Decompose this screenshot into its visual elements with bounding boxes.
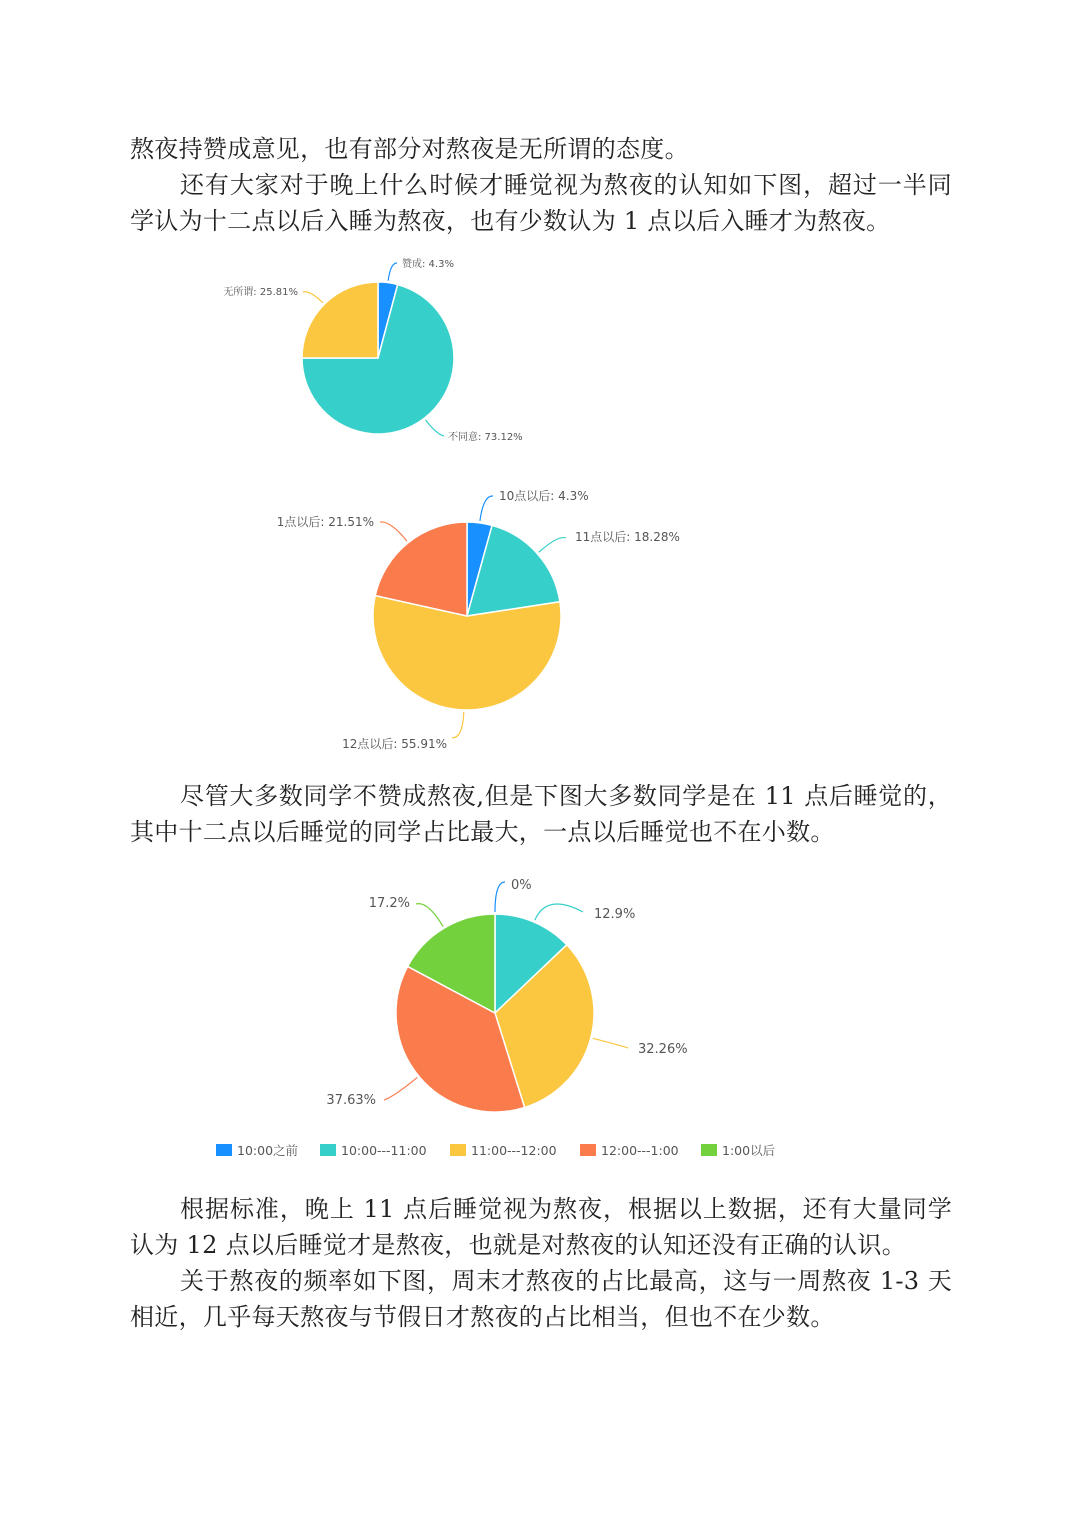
pie-slice xyxy=(302,282,378,358)
leader-line xyxy=(452,712,464,738)
paragraph-1: 熬夜持赞成意见，也有部分对熬夜是无所谓的态度。 xyxy=(130,135,689,163)
leader-line xyxy=(303,292,323,303)
slice-label: 1点以后: 21.51% xyxy=(276,515,374,529)
paragraph-2: 还有大家对于晚上什么时候才睡觉视为熬夜的认知如下图，超过一半同学认为十二点以后入睡为熬夜，也有少数认为 1 点以后入睡才为熬夜。 xyxy=(130,171,952,235)
leader-line xyxy=(593,1038,628,1048)
legend-label: 10:00之前 xyxy=(237,1143,299,1158)
slice-label: 赞成: 4.3% xyxy=(402,259,454,270)
slice-label: 12点以后: 55.91% xyxy=(342,737,447,751)
legend-swatch xyxy=(320,1144,336,1156)
legend-swatch xyxy=(701,1144,717,1156)
leader-line xyxy=(384,1077,417,1100)
slice-label: 32.26% xyxy=(638,1042,688,1057)
paragraph-4: 根据标准，晚上 11 点后睡觉视为熬夜，根据以上数据，还有大量同学认为 12 点以后睡觉才是熬夜，也就是对熬夜的认知还没有正确的认识。 xyxy=(130,1195,952,1259)
leader-line xyxy=(535,904,583,920)
leader-line xyxy=(539,538,566,553)
paragraph-5: 关于熬夜的频率如下图，周末才熬夜的占比最高，这与一周熬夜 1-3 天相近，几乎每天熬夜与节假日才熬夜的占比相当，但也不在少数。 xyxy=(130,1267,952,1331)
slice-label: 12.9% xyxy=(594,907,636,922)
leader-line xyxy=(480,496,493,521)
legend-label: 12:00---1:00 xyxy=(601,1143,679,1158)
leader-line xyxy=(495,882,505,912)
leader-line xyxy=(380,522,407,541)
leader-line xyxy=(416,904,443,927)
slice-label: 不同意: 73.12% xyxy=(448,432,523,443)
pie-chart-definition xyxy=(0,470,1080,760)
slice-label: 37.63% xyxy=(326,1093,376,1108)
slice-label: 无所谓: 25.81% xyxy=(223,287,298,298)
slice-label: 0% xyxy=(511,878,532,893)
pie-chart-bedtime xyxy=(0,860,1080,1170)
pie-chart-opinion xyxy=(0,240,1080,455)
leader-line xyxy=(425,420,444,436)
legend-label: 11:00---12:00 xyxy=(471,1143,557,1158)
slice-label: 10点以后: 4.3% xyxy=(499,489,589,503)
slice-label: 11点以后: 18.28% xyxy=(575,530,680,544)
legend-swatch xyxy=(450,1144,466,1156)
paragraph-3: 尽管大多数同学不赞成熬夜,但是下图大多数同学是在 11 点后睡觉的，其中十二点以后睡觉的同学占比最大，一点以后睡觉也不在小数。 xyxy=(130,782,952,846)
legend-swatch xyxy=(216,1144,232,1156)
leader-line xyxy=(388,263,397,281)
legend-swatch xyxy=(580,1144,596,1156)
legend-label: 10:00---11:00 xyxy=(341,1143,427,1158)
slice-label: 17.2% xyxy=(368,896,410,911)
legend-label: 1:00以后 xyxy=(722,1143,776,1158)
